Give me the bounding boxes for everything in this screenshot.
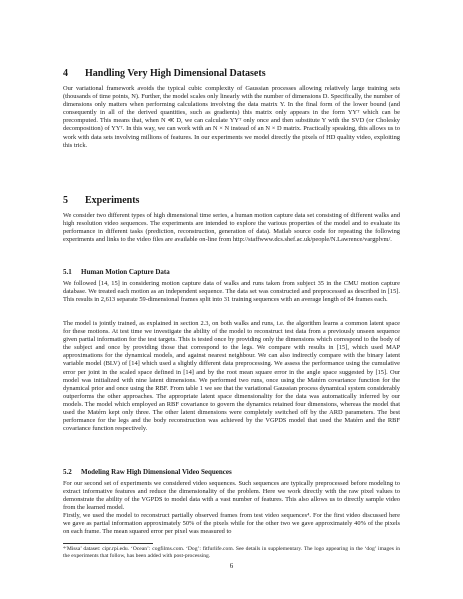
subsection-5-2-paragraph-1: For our second set of experiments we considered video sequences. Such sequences are typically preprocessed before modeling to extract informative features and reduce the dimensionality of the problem. Here we work directly with the raw pixel values to demonstrate the ability of the VGPDS to model data with a vast number of features. This also allows us to directly sample video from the learned model. <box>63 480 400 512</box>
section-5-paragraph: We consider two different types of high dimensional time series, a human motion capture data set consisting of different walks and high resolution video sequences. The experiments are intended to explore the various properties of the model and to evaluate its performance in different tasks (prediction, reconstruction, generation of data). Matlab source code for repeating the following experiments and links to the video files are available on-line from http://staffwww.dcs.shef.ac.uk/people/N.Lawrence/vargplvm/. <box>63 212 400 244</box>
section-title: Handling Very High Dimensional Datasets <box>85 68 266 79</box>
subsection-title: Human Motion Capture Data <box>81 268 170 276</box>
subsection-5-1-paragraph-1: We followed [14, 15] in considering motion capture data of walks and runs taken from subject 35 in the CMU motion capture database. We treated each motion as an independent sequence. The data set was constructed and preprocessed as described in [15]. This results in 2,613 separate 59-dimensional frames split into 31 training sequences with an average length of 84 frames each. <box>63 280 400 304</box>
subsection-number: 5.1 <box>63 268 72 276</box>
page-number: 6 <box>229 562 234 570</box>
section-4-paragraph: Our variational framework avoids the typical cubic complexity of Gaussian processes allowing relatively large training sets (thousands of time points, N). Further, the model scales only linearly with the number of dimensions D. Specifically, the number of dimensions only matters when performing calculations involving the data matrix Y. In the final form of the lower bound (and consequently in all of the derived quantities, such as gradients) this matrix only appears in the form YYᵀ which can be precomputed. This means that, when N ≪ D, we can calculate YYᵀ only once and then substitute Y with the SVD (or Cholesky decomposition) of YYᵀ. In this way, we can work with an N × N instead of an N × D matrix. Practically speaking, this allows us to work with data sets involving millions of features. In our experiments we model directly the pixels of HD quality video, exploiting this trick. <box>63 85 400 149</box>
subsection-number: 5.2 <box>63 468 72 476</box>
section-5-heading <box>63 195 400 206</box>
section-number: 4 <box>63 68 68 79</box>
subsection-5-1-heading <box>63 268 400 276</box>
subsection-5-2-heading <box>63 468 400 476</box>
footnote: ⁴‘Missa’ dataset: cipr.rpi.edu. ‘Ocean’: cogfilms.com. ‘Dog’: fitfurlife.com. See details in supplementary. The logo appearing in the ‘dog’ images in the experiments that follow, has been added with post-processing. <box>63 546 400 559</box>
subsection-title: Modeling Raw High Dimensional Video Sequences <box>81 468 232 476</box>
footnote-rule <box>63 543 153 544</box>
section-title: Experiments <box>85 195 140 206</box>
subsection-5-1-paragraph-2: The model is jointly trained, as explained in section 2.3, on both walks and runs, i.e. the algorithm learns a common latent space for these motions. At test time we investigate the ability of the model to reconstruct test data from a previously unseen sequence given partial information for the test targets. This is tested once by providing only the dimensions which correspond to the body of the subject and once by providing those that correspond to the legs. We compare with results in [15], which used MAP approximations for the dynamical models, and against nearest neighbour. We can also indirectly compare with the binary latent variable model (BLV) of [14] which used a slightly different data preprocessing. We assess the performance using the cumulative error per joint in the scaled space defined in [14] and by the root mean square error in the angle space suggested by [15]. Our model was initialized with nine latent dimensions. We performed two runs, once using the Matérn covariance function for the dynamical prior and once using the RBF. From table 1 we see that the variational Gaussian process dynamical system considerably outperforms the other approaches. The appropriate latent space dimensionality for the data was automatically inferred by our models. The model which employed an RBF covariance to govern the dynamics retained four dimensions, whereas the model that used the Matérn kept only three. The other latent dimensions were completely switched off by the ARD parameters. The best performance for the legs and the body reconstruction was achieved by the VGPDS model that used the Matérn and the RBF covariance function respectively. <box>63 320 400 433</box>
section-number: 5 <box>63 195 68 206</box>
section-4-heading <box>63 68 400 79</box>
subsection-5-2-paragraph-2: Firstly, we used the model to reconstruct partially observed frames from test video sequences⁴. For the first video discussed here we gave as partial information approximately 50% of the pixels while for the other two we gave approximately 40% of the pixels on each frame. The mean squared error per pixel was measured to <box>63 512 400 536</box>
